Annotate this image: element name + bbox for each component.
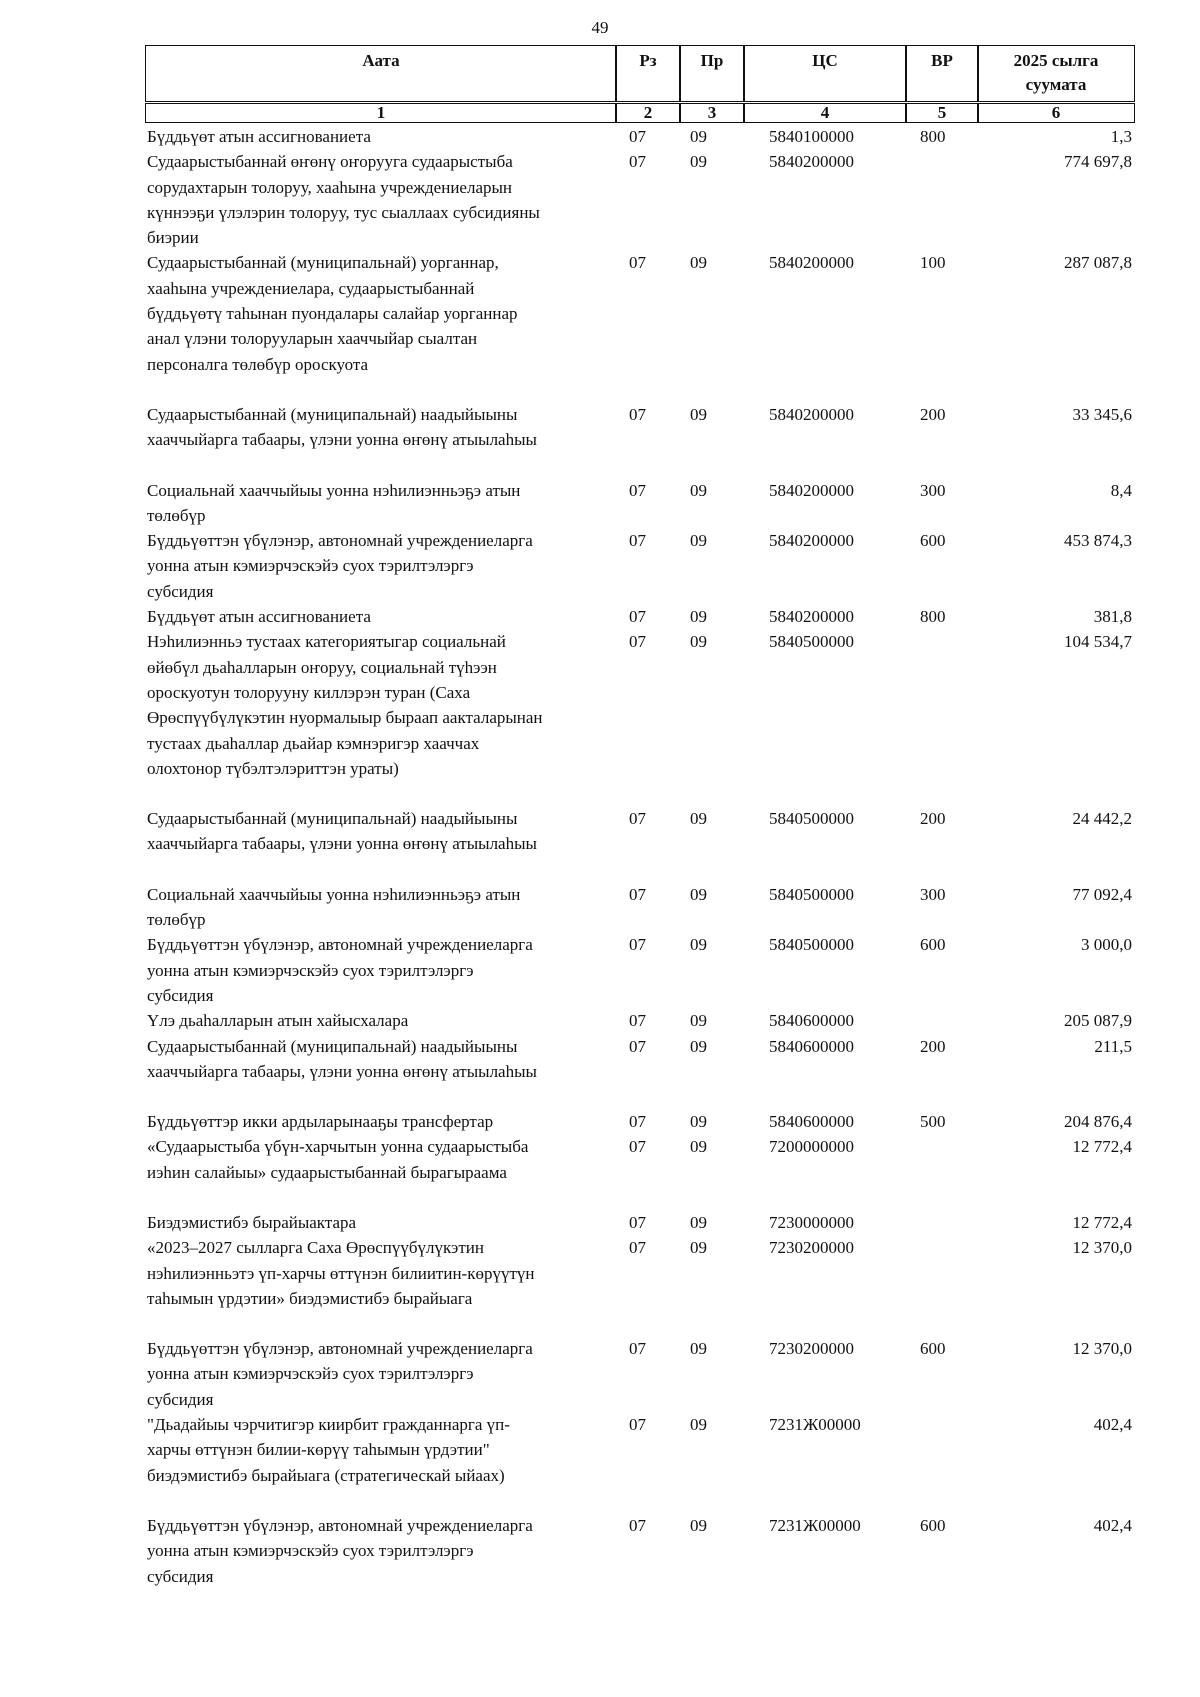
row-pr: 09 xyxy=(690,1036,707,1056)
table-row xyxy=(146,604,1134,629)
row-rz: 07 xyxy=(629,152,646,172)
row-cs: 7231Ж00000 xyxy=(769,1515,861,1535)
row-sum: 402,4 xyxy=(1093,1415,1132,1435)
row-pr: 09 xyxy=(690,404,707,424)
row-sum: 774 697,8 xyxy=(1064,152,1132,172)
row-rz: 07 xyxy=(629,531,646,551)
row-cs: 5840600000 xyxy=(769,1011,854,1031)
row-cs: 5840100000 xyxy=(769,127,854,146)
table-row xyxy=(146,1235,1134,1311)
row-rz: 07 xyxy=(629,253,646,273)
row-vr: 600 xyxy=(920,1339,946,1359)
table-row xyxy=(146,882,1134,933)
row-sum: 12 370,0 xyxy=(1072,1339,1132,1359)
row-sum: 8,4 xyxy=(1110,480,1132,500)
row-name: «2023–2027 сылларга Саха Өрөспүүбүлүкэтин нэһилиэнньэтэ үп-харчы өттүнэн билиитин-көрүүтүн таһымын үрдэтии» биэдэмистибэ бырайыага xyxy=(147,1238,535,1308)
row-name: Судаарыстыбаннай (муниципальнай) наадыйыыны хааччыйарга табаары, үлэни уонна өҥөнү атыылаһыы xyxy=(147,809,537,854)
row-pr: 09 xyxy=(690,884,707,904)
page-number: 49 xyxy=(591,18,609,37)
header-vr: ВР xyxy=(905,45,979,102)
row-vr: 800 xyxy=(920,607,946,627)
row-vr xyxy=(906,149,978,250)
row-sum: 287 087,8 xyxy=(1064,253,1132,273)
table-row xyxy=(146,1034,1134,1085)
row-name: Бүддьүөттэр икки ардыларынааҕы трансфертар xyxy=(147,1112,494,1132)
row-name: Бүддьүөт атын ассигнованиета xyxy=(147,607,371,627)
row-cs: 5840500000 xyxy=(769,935,854,955)
row-pr: 09 xyxy=(690,1238,707,1258)
table-row xyxy=(146,1513,1134,1589)
row-sum: 33 345,6 xyxy=(1072,404,1132,424)
row-name: Нэһилиэнньэ тустаах категориятыгар социальнай өйөбүл дьаһалларын оҥоруу, социальнай түһээн ороскуотун толорууну киллэрэн туран (Саха Өрөспүүбүлүкэтин нуормалыыр быраап аакталарынан тустаах дьаһаллар дьайар кэмнэригэр хааччах олохтонор түбэлтэлэриттэн ураты) xyxy=(147,632,543,778)
row-sum: 402,4 xyxy=(1093,1515,1132,1535)
col-number: 3 xyxy=(679,103,745,123)
row-vr: 600 xyxy=(920,1515,946,1535)
row-rz: 07 xyxy=(629,1112,646,1132)
table-row xyxy=(146,1008,1134,1033)
row-cs: 7231Ж00000 xyxy=(769,1415,861,1435)
row-pr: 09 xyxy=(690,1339,707,1359)
row-rz: 07 xyxy=(629,1415,646,1435)
row-rz: 07 xyxy=(629,809,646,829)
row-vr: 200 xyxy=(920,404,946,424)
row-vr: 300 xyxy=(920,480,946,500)
row-cs: 5840500000 xyxy=(769,632,854,652)
row-sum: 211,5 xyxy=(1094,1036,1132,1056)
row-cs: 5840500000 xyxy=(769,809,854,829)
row-rz: 07 xyxy=(629,1212,646,1232)
row-vr: 600 xyxy=(920,935,946,955)
row-rz: 07 xyxy=(629,607,646,627)
row-rz: 07 xyxy=(629,884,646,904)
table-row xyxy=(146,1134,1134,1185)
row-sum: 77 092,4 xyxy=(1072,884,1132,904)
table-row xyxy=(146,1412,1134,1488)
header-name: Аата xyxy=(145,45,617,102)
row-name: Бүддьүөттэн үбүлэнэр, автономнай учреждениеларга уонна атын кэмиэрчэскэйэ суох тэрилтэлэргэ субсидия xyxy=(147,1515,533,1586)
row-sum: 3 000,0 xyxy=(1081,935,1132,955)
row-pr: 09 xyxy=(690,1212,707,1232)
row-cs: 7230200000 xyxy=(769,1238,854,1258)
row-rz: 07 xyxy=(629,1238,646,1258)
row-cs: 5840200000 xyxy=(769,607,854,627)
row-sum: 104 534,7 xyxy=(1064,632,1132,652)
row-cs: 7200000000 xyxy=(769,1137,854,1157)
row-name: «Судаарыстыба үбүн-харчытын уонна судаарыстыба иэһин салайыы» судаарыстыбаннай бырагыраама xyxy=(147,1137,529,1182)
row-pr: 09 xyxy=(690,531,707,551)
row-sum: 12 772,4 xyxy=(1072,1137,1132,1157)
row-cs: 5840200000 xyxy=(769,152,854,172)
row-vr xyxy=(906,1210,978,1235)
row-sum: 12 370,0 xyxy=(1072,1238,1132,1258)
col-number: 6 xyxy=(977,103,1135,123)
row-rz: 07 xyxy=(629,480,646,500)
row-vr xyxy=(906,1235,978,1311)
row-rz: 07 xyxy=(629,1515,646,1535)
row-name: Үлэ дьаһалларын атын хайысхалара xyxy=(147,1011,409,1031)
row-pr: 09 xyxy=(690,632,707,652)
row-rz: 07 xyxy=(629,1011,646,1031)
row-pr: 09 xyxy=(690,1112,707,1132)
table-row xyxy=(146,1210,1134,1235)
row-cs: 7230000000 xyxy=(769,1212,854,1232)
row-name: Судаарыстыбаннай (муниципальнай) наадыйыыны хааччыйарга табаары, үлэни уонна өҥөнү атыылаһыы xyxy=(147,1036,537,1081)
table-row xyxy=(146,1336,1134,1412)
row-rz: 07 xyxy=(629,1339,646,1359)
row-name: Судаарыстыбаннай (муниципальнай) уорганнар, хааһына учреждениелара, судаарыстыбаннай бүддьүөтү таһынан пуондалары салайар уорганнар анал үлэни толорууларын хааччыйар сыалтан персоналга төлөбүр ороскуота xyxy=(147,253,518,374)
row-vr xyxy=(906,1134,978,1185)
row-vr: 200 xyxy=(920,1036,946,1056)
row-rz: 07 xyxy=(629,1036,646,1056)
row-vr: 500 xyxy=(920,1112,946,1132)
row-vr: 100 xyxy=(920,253,946,273)
row-rz: 07 xyxy=(629,935,646,955)
column-number-row xyxy=(146,104,1134,123)
budget-table xyxy=(146,46,1134,1589)
row-cs: 5840200000 xyxy=(769,404,854,424)
row-cs: 7230200000 xyxy=(769,1339,854,1359)
row-vr: 200 xyxy=(920,809,946,829)
row-name: Судаарыстыбаннай (муниципальнай) наадыйыыны хааччыйарга табаары, үлэни уонна өҥөнү атыылаһыы xyxy=(147,404,537,450)
table-row xyxy=(146,528,1134,604)
header-cs: ЦС xyxy=(743,45,907,102)
table-row xyxy=(146,629,1134,781)
header-sum: 2025 сылга суумата xyxy=(977,45,1135,102)
row-pr: 09 xyxy=(690,1515,707,1535)
row-vr xyxy=(906,629,978,781)
row-pr: 09 xyxy=(690,480,707,500)
row-sum: 24 442,2 xyxy=(1072,809,1132,829)
row-name: Бүддьүөттэн үбүлэнэр, автономнай учреждениеларга уонна атын кэмиэрчэскэйэ суох тэрилтэлэргэ субсидия xyxy=(147,935,533,1005)
col-number: 1 xyxy=(145,103,617,123)
table-row xyxy=(146,250,1134,376)
row-pr: 09 xyxy=(690,809,707,829)
row-sum: 205 087,9 xyxy=(1064,1011,1132,1031)
row-cs: 5840200000 xyxy=(769,531,854,551)
row-name: "Дьадайыы чэрчитигэр киирбит гражданнарга үп- харчы өттүнэн билии-көрүү таһымын үрдэтии" биэдэмистибэ бырайыага (стратегическай ыйаах) xyxy=(147,1415,510,1485)
table-body xyxy=(146,124,1134,1589)
row-rz: 07 xyxy=(629,404,646,424)
row-name: Бүддьүөттэн үбүлэнэр, автономнай учреждениеларга уонна атын кэмиэрчэскэйэ суох тэрилтэлэргэ субсидия xyxy=(147,1339,533,1409)
table-row xyxy=(146,1109,1134,1134)
row-pr: 09 xyxy=(690,607,707,627)
row-pr: 09 xyxy=(690,253,707,273)
row-sum: 381,8 xyxy=(1093,607,1132,627)
row-rz: 07 xyxy=(629,632,646,652)
col-number: 5 xyxy=(905,103,979,123)
header-pr: Пр xyxy=(679,45,745,102)
row-name: Биэдэмистибэ бырайыактара xyxy=(147,1212,357,1232)
row-vr xyxy=(906,1412,978,1488)
table-row xyxy=(146,149,1134,250)
row-name: Судаарыстыбаннай өҥөнү оҥорууга судаарыстыба сорудахтарын толоруу, хааһына учреждениеларын күннээҕи үлэлэрин толоруу, тус сыаллаах субсидияны биэрии xyxy=(147,152,540,248)
row-name: Социальнай хааччыйыы уонна нэһилиэнньэҕэ атын төлөбүр xyxy=(147,480,521,525)
row-vr xyxy=(906,1008,978,1033)
row-pr: 09 xyxy=(690,1137,707,1157)
row-pr: 09 xyxy=(690,127,707,146)
table-header xyxy=(146,46,1134,102)
col-number: 4 xyxy=(743,103,907,123)
row-pr: 09 xyxy=(690,935,707,955)
col-number: 2 xyxy=(615,103,681,123)
row-cs: 5840200000 xyxy=(769,480,854,500)
row-cs: 5840600000 xyxy=(769,1036,854,1056)
row-name: Бүддьүөт атын ассигнованиета xyxy=(147,127,371,146)
row-name: Бүддьүөттэн үбүлэнэр, автономнай учреждениеларга уонна атын кэмиэрчэскэйэ суох тэрилтэлэргэ субсидия xyxy=(147,531,533,601)
table-row xyxy=(146,124,1134,149)
table-row xyxy=(146,806,1134,857)
row-vr: 300 xyxy=(920,884,946,904)
table-row xyxy=(146,932,1134,1008)
row-cs: 5840500000 xyxy=(769,884,854,904)
row-pr: 09 xyxy=(690,1011,707,1031)
row-name: Социальнай хааччыйыы уонна нэһилиэнньэҕэ атын төлөбүр xyxy=(147,884,521,930)
row-pr: 09 xyxy=(690,1415,707,1435)
row-cs: 5840600000 xyxy=(769,1112,854,1132)
row-cs: 5840200000 xyxy=(769,253,854,273)
row-sum: 204 876,4 xyxy=(1064,1112,1132,1132)
table-row xyxy=(146,402,1134,453)
table-row xyxy=(146,478,1134,529)
row-rz: 07 xyxy=(629,1137,646,1157)
header-rz: Рз xyxy=(615,45,681,102)
row-vr: 800 xyxy=(920,127,946,146)
row-rz: 07 xyxy=(629,127,646,146)
row-sum: 453 874,3 xyxy=(1064,531,1132,551)
row-vr: 600 xyxy=(920,531,946,551)
row-sum: 12 772,4 xyxy=(1072,1212,1132,1232)
row-sum: 1,3 xyxy=(1110,127,1132,146)
row-pr: 09 xyxy=(690,152,707,172)
